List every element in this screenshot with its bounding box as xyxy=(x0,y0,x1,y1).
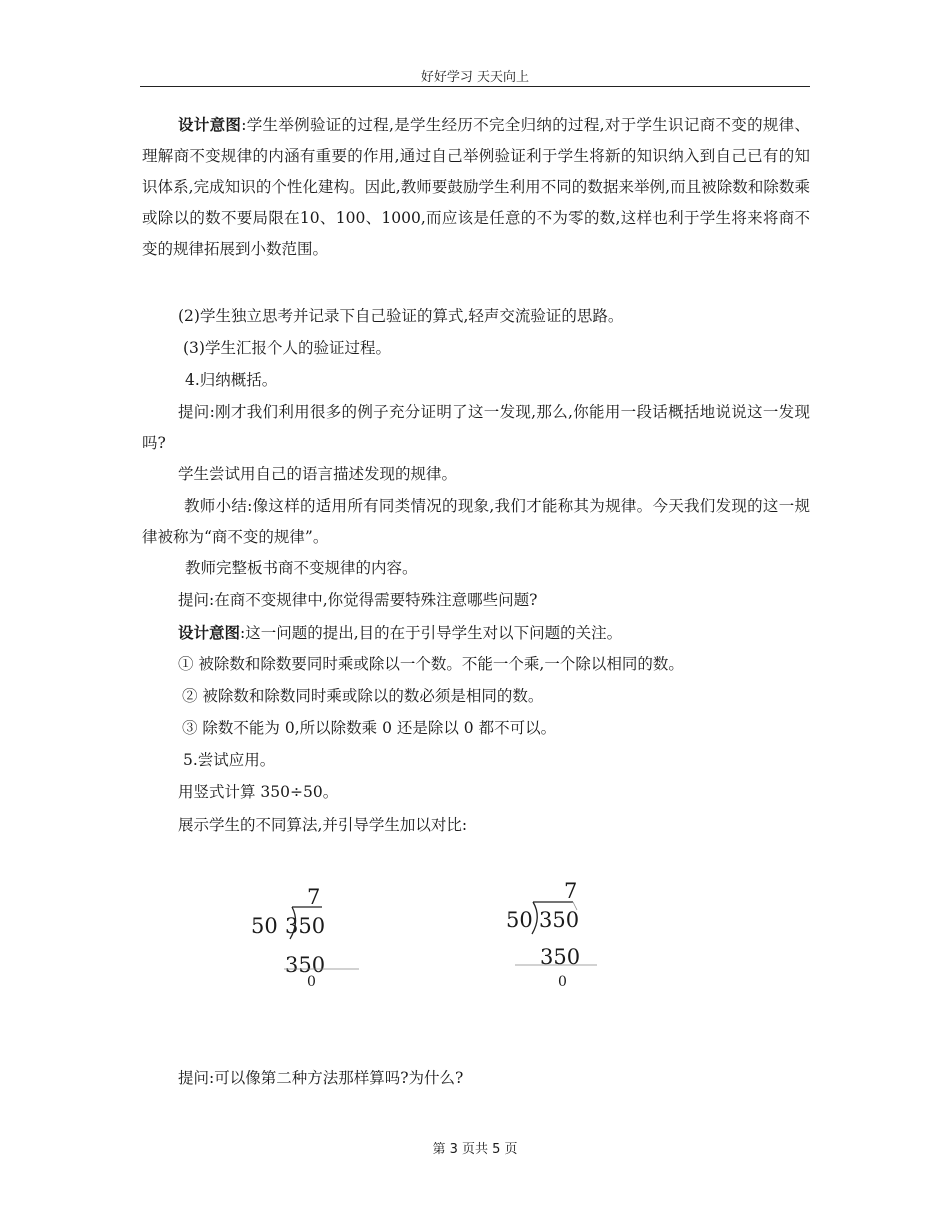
design-intent-label-2: 设计意图 xyxy=(178,623,241,642)
teacher-summary: 教师小结:像这样的适用所有同类情况的现象,我们才能称其为规律。今天我们发现的这一规律被称为“商不变的规律”。 xyxy=(142,497,810,546)
page-footer: 第 3 页共 5 页 xyxy=(432,1142,518,1157)
dividend: 350 xyxy=(539,908,580,932)
product: 350 xyxy=(540,945,581,969)
point-1: ① 被除数和除数要同时乘或除以一个数。不能一个乘,一个除以相同的数。 xyxy=(178,655,684,673)
step-2: (2)学生独立思考并记录下自己验证的算式,轻声交流验证的思路。 xyxy=(178,307,624,325)
header-rule xyxy=(140,86,810,87)
board-note: 教师完整板书商不变规律的内容。 xyxy=(185,559,418,577)
student-attempt: 学生尝试用自己的语言描述发现的规律。 xyxy=(178,465,458,483)
quotient: 7 xyxy=(564,879,578,903)
design-intent-paragraph-1 xyxy=(142,109,810,265)
divisor: 50 xyxy=(506,908,533,932)
point-2: ② 被除数和除数同时乘或除以的数必须是相同的数。 xyxy=(182,687,544,705)
design-intent-paragraph-2 xyxy=(178,617,622,649)
step-3: (3)学生汇报个人的验证过程。 xyxy=(183,339,391,357)
vertical-calc: 用竖式计算 350÷50。 xyxy=(178,783,339,801)
division-2-lines xyxy=(505,898,605,970)
remainder: 0 xyxy=(558,974,567,990)
divisor: 50 xyxy=(251,914,278,938)
dividend: 350 xyxy=(285,914,326,938)
remainder: 0 xyxy=(307,974,316,990)
page-header: 好好学习 天天向上 xyxy=(420,70,530,85)
point-3: ③ 除数不能为 0,所以除数乘 0 还是除以 0 都不可以。 xyxy=(182,719,557,737)
design-intent-label: 设计意图 xyxy=(178,115,242,134)
question-1: 提问:刚才我们利用很多的例子充分证明了这一发现,那么,你能用一段话概括地说说这一发现吗? xyxy=(142,403,810,452)
division-1-lines xyxy=(270,905,365,975)
question-2: 提问:在商不变规律中,你觉得需要特殊注意哪些问题? xyxy=(178,591,538,609)
product: 350 xyxy=(285,953,326,977)
question-3: 提问:可以像第二种方法那样算吗?为什么? xyxy=(178,1069,464,1087)
quotient: 7 xyxy=(307,885,321,909)
design-intent-body: :学生举例验证的过程,是学生经历不完全归纳的过程,对于学生识记商不变的规律、理解商不变规律的内涵有重要的作用,通过自己举例验证利于学生将新的知识纳入到自己已有的知识体系,完成知识的个性化建构。因此,教师要鼓励学生利用不同的数据来举例,而且被除数和除数乘或除以的数不要局限在10、100、1000,而应该是任意的不为零的数,这样也利于学生将来将商不变的规律拓展到小数范围。 xyxy=(142,116,810,258)
step-4: 4.归纳概括。 xyxy=(185,371,278,389)
compare-intro: 展示学生的不同算法,并引导学生加以对比: xyxy=(178,816,468,834)
step-5: 5.尝试应用。 xyxy=(183,751,276,769)
design-intent-body-2: :这一问题的提出,目的在于引导学生对以下问题的关注。 xyxy=(240,624,623,642)
